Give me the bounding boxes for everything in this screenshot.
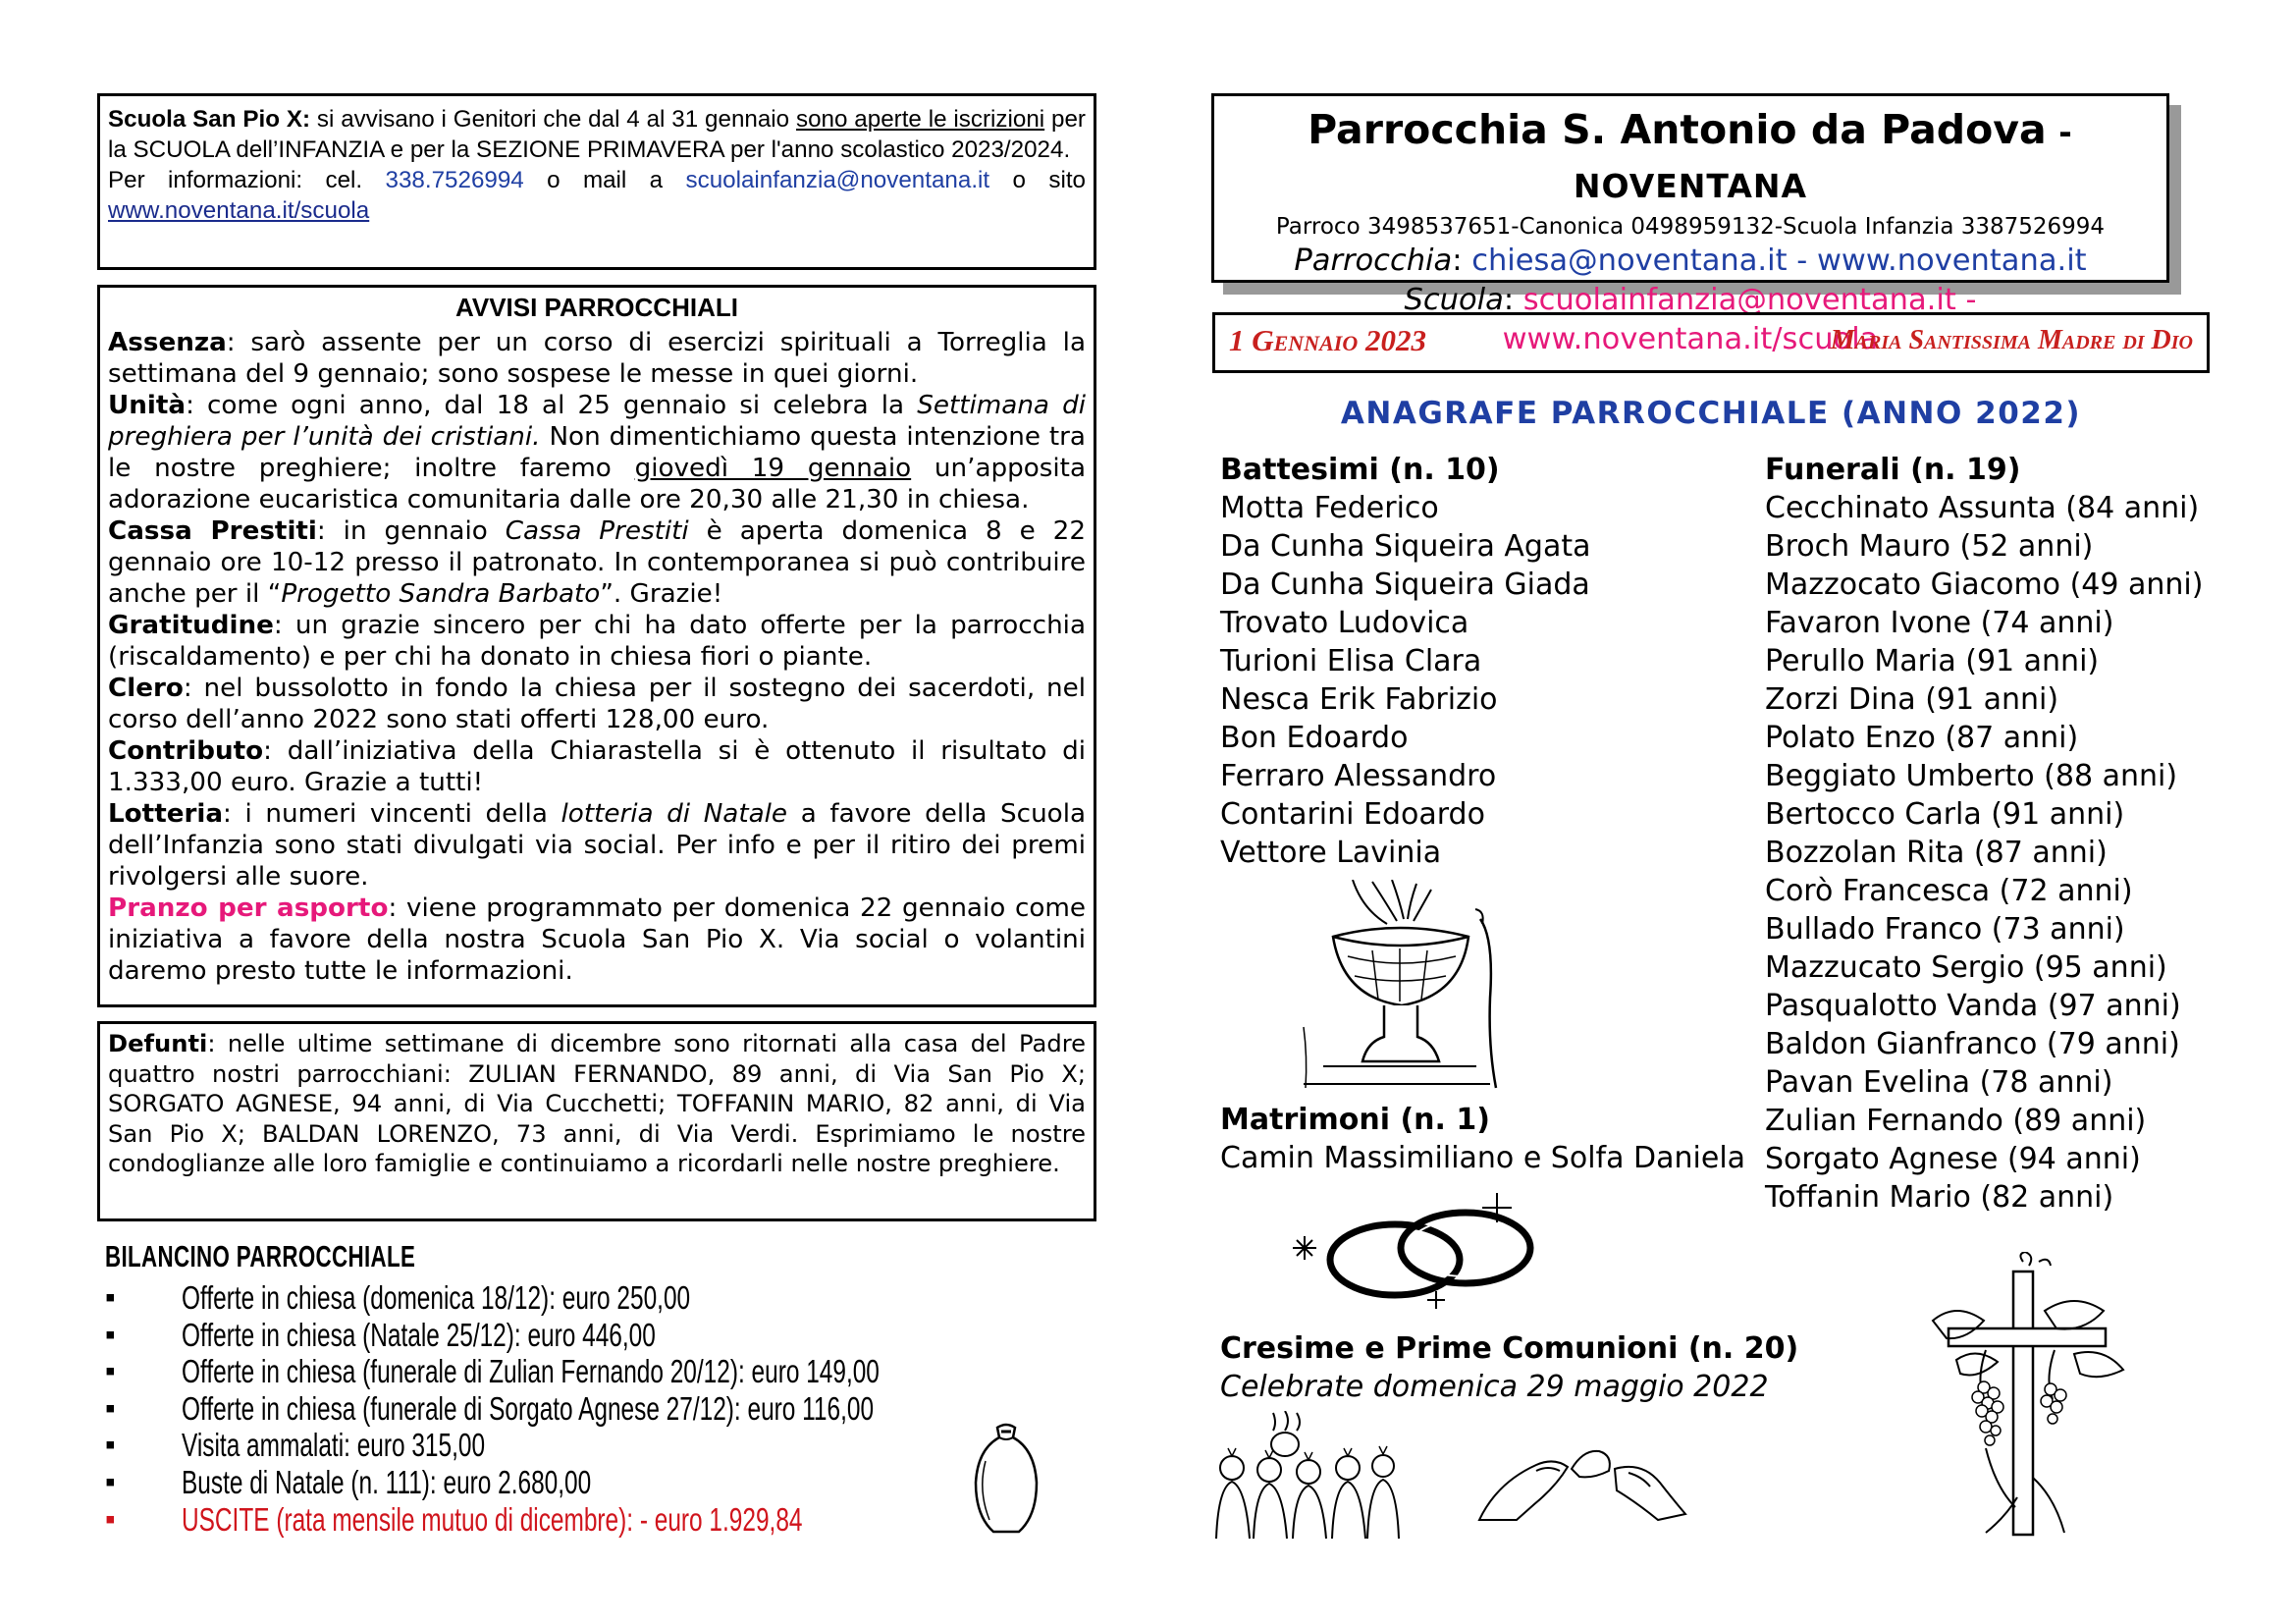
scuola-header-site-link[interactable]: www.noventana.it/scuola [1502,322,1879,356]
battesimo-item: Da Cunha Siqueira Giada [1220,568,1590,602]
avviso-contributo-text: : dall’iniziativa della Chiarastella si è ottenuto il risultato di 1.333,00 euro. Grazie a tutti! [108,736,1086,797]
scuola-header-sep: - [1955,283,1977,317]
avviso-lotteria [108,798,1086,893]
avviso-pranzo [108,893,1086,987]
scuola-text-5: o sito [989,167,1086,193]
masthead-parrocchia-line [1214,242,2166,281]
battesimi-heading: Battesimi (n. 10) [1220,453,1500,487]
defunti-body: : nelle ultime settimane di dicembre sono ritornati alla casa del Padre quattro nostri parrocchiani: ZULIAN FERNANDO, 89 anni, di Via San Pio X; SORGATO AGNESE, 94 anni, di Via Cucchetti; TOFFANIN MARIO, 82 anni, di Via San Pio X; BALDAN LORENZO, 73 anni, di Via Verdi. Esprimiamo le nostre condoglianze alle loro famiglie e continuiamo a ricordarli nelle nostre preghiere. [108,1030,1086,1177]
bilancino-row-text: Offerte in chiesa (funerale di Zulian Fernando 20/12): euro 149,00 [182,1353,880,1390]
wedding-rings-icon [1279,1183,1559,1311]
pentecost-figures-icon [1214,1411,1401,1539]
bilancino-bullet: ▪ [105,1502,116,1536]
bilancino-row-text: Offerte in chiesa (funerale di Sorgato Agnese 27/12): euro 116,00 [182,1389,875,1427]
bilancino-title: BILANCINO PARROCCHIALE [105,1239,416,1273]
avviso-clero-text: : nel bussolotto in fondo la chiesa per il sostegno dei sacerdoti, nel corso dell’anno 2022 sono stati offerti 128,00 euro. [108,674,1086,734]
avviso-unita-date: giovedì 19 gennaio [634,454,912,483]
bilancino-row-text: Visita ammalati: euro 315,00 [182,1427,486,1464]
avviso-unita [108,390,1086,515]
avviso-cassa [108,515,1086,610]
funerale-item: Pavan Evelina (78 anni) [1765,1065,2113,1100]
avviso-clero-heading: Clero [108,674,184,703]
scuola-notice-text [108,104,1086,226]
bilancino-row-text: USCITE (rata mensile mutuo di dicembre): - euro 1.929,84 [182,1500,803,1538]
cresime-section [1220,1329,1798,1406]
funerale-item: Bozzolan Rita (87 anni) [1765,836,2108,870]
defunti-text [108,1029,1086,1179]
battesimo-item: Ferraro Alessandro [1220,759,1497,793]
parrocchia-colon: : [1452,244,1472,278]
avvisi-body [108,327,1086,987]
matrimoni-list [1220,1139,1745,1177]
bilancino-row-text: Offerte in chiesa (Natale 25/12): euro 446,00 [182,1316,656,1353]
scuola-phone: 338.7526994 [385,167,524,193]
scuola-text-4: o mail a [523,167,686,193]
scuola-iscrizioni: sono aperte le iscrizioni [796,106,1045,133]
bilancino-bullet: ▪ [105,1429,116,1462]
masthead-contacts: Parroco 3498537651-Canonica 0498959132-Scuola Infanzia 3387526994 [1275,214,2106,240]
funerale-item: Bullado Franco (73 anni) [1765,912,2125,947]
avviso-gratitudine [108,610,1086,673]
cresime-text: Celebrate domenica 29 maggio 2022 [1220,1370,1769,1404]
funerale-item: Toffanin Mario (82 anni) [1765,1180,2114,1215]
funerale-item: Mazzocato Giacomo (49 anni) [1765,568,2204,602]
scuola-email-link[interactable]: scuolainfanzia@noventana.it [685,167,990,193]
funerale-item: Favaron Ivone (74 anni) [1765,606,2114,640]
avviso-lotteria-text-2: a favore della Scuola dell’Infanzia sono stati divulgati via social. Per info e per il ritiro dei premi rivolgersi alle suore. [108,799,1087,892]
scuola-text-3: Per informazioni: cel. [108,167,386,193]
masthead-title-line [1214,104,2166,212]
baptismal-font-icon [1294,880,1505,1091]
funerali-section [1765,451,2203,1217]
parrocchia-sep: - [1787,244,1817,278]
avviso-cassa-text-2: è aperta domenica 8 e 22 gennaio ore 10-12 presso il patronato. In contemporanea si può contribuire anche per il “ [108,516,1086,609]
funerale-item: Mazzucato Sergio (95 anni) [1765,950,2167,985]
funerali-heading: Funerali (n. 19) [1765,453,2021,487]
parrocchia-site-link[interactable]: www.noventana.it [1816,244,2087,278]
offering-vase-icon [968,1422,1044,1540]
funerale-item: Broch Mauro (52 anni) [1765,529,2094,564]
battesimo-item: Da Cunha Siqueira Agata [1220,529,1591,564]
battesimo-item: Contarini Edoardo [1220,797,1485,832]
funerale-item: Beggiato Umberto (88 anni) [1765,759,2178,793]
avviso-cassa-italic: Cassa Prestiti [505,516,689,546]
funerale-item: Zorzi Dina (91 anni) [1765,682,2059,717]
bilancino-bullet: ▪ [105,1466,116,1498]
cresime-heading: Cresime e Prime Comunioni (n. 20) [1220,1331,1799,1366]
feast-name: Maria Santissima Madre di Dio [1830,325,2193,355]
avviso-unita-text-3: un’apposita adorazione eucaristica comunitaria dalle ore 20,30 alle 21,30 in chiesa. [108,454,1086,514]
avviso-unita-text-1: : come ogni anno, dal 18 al 25 gennaio si celebra la [186,391,918,420]
avviso-unita-heading: Unità [108,391,187,420]
avviso-assenza-text: : sarò assente per un corso di esercizi spirituali a Torreglia la settimana del 9 gennaio; sono sospese le messe in quei giorni. [108,328,1086,389]
matrimoni-heading: Matrimoni (n. 1) [1220,1103,1490,1137]
parrocchia-email-link[interactable]: chiesa@noventana.it [1471,244,1788,278]
scuola-lead: Scuola San Pio X: [108,106,311,133]
matrimonio-item: Camin Massimiliano e Solfa Daniela [1220,1141,1746,1175]
funerale-item: Polato Enzo (87 anni) [1765,721,2079,755]
battesimo-item: Nesca Erik Fabrizio [1220,682,1498,717]
defunti-box [97,1021,1096,1221]
parish-name: Parrocchia S. Antonio da Padova [1308,106,2047,153]
anagrafe-title: ANAGRAFE PARROCCHIALE (ANNO 2022) [1340,396,2082,431]
bilancino-bullet: ▪ [105,1318,116,1351]
avviso-unita-italic: Settimana di preghiera per l’unità dei cristiani. [108,391,1086,452]
avviso-clero [108,673,1086,735]
funerale-item: Baldon Gianfranco (79 anni) [1765,1027,2180,1061]
bilancino-row-text: Offerte in chiesa (domenica 18/12): euro 250,00 [182,1279,691,1316]
funerale-item: Cecchinato Assunta (84 anni) [1765,491,2200,525]
avviso-gratitudine-heading: Gratitudine [108,611,274,640]
parrocchia-label: Parrocchia [1294,244,1453,278]
bilancino-bullet: ▪ [105,1355,116,1388]
avviso-assenza [108,327,1086,390]
funerale-item: Perullo Maria (91 anni) [1765,644,2100,678]
date-bar [1212,312,2210,373]
funerale-item: Zulian Fernando (89 anni) [1765,1104,2147,1138]
scuola-header-email-link[interactable]: scuolainfanzia@noventana.it [1522,283,1956,317]
avviso-lotteria-italic: lotteria di Natale [561,799,788,829]
defunti-heading: Defunti [108,1030,208,1057]
bilancino-bullet: ▪ [105,1391,116,1425]
funerali-list [1765,489,2203,1217]
bilancino-row-text: Buste di Natale (n. 111): euro 2.680,00 [182,1464,592,1500]
issue-date: 1 Gennaio 2023 [1229,323,1426,357]
avviso-pranzo-text: : viene programmato per domenica 22 gennaio come iniziativa a favore della nostra Scuola San Pio X. Via social o volantini daremo presto tutte le informazioni. [108,893,1086,986]
battesimi-list [1220,489,1591,872]
parish-place: NOVENTANA [1573,167,1808,205]
avviso-cassa-text-1: : in gennaio [316,516,506,546]
battesimo-item: Trovato Ludovica [1220,606,1469,640]
hands-bread-icon [1477,1443,1688,1522]
funerale-item: Sorgato Agnese (94 anni) [1765,1142,2141,1176]
masthead-dash: - [2046,113,2073,151]
vine-cross-icon [1927,1252,2128,1537]
avviso-assenza-heading: Assenza [108,328,227,357]
avviso-pranzo-heading: Pranzo per asporto [108,893,389,923]
matrimoni-section [1220,1101,1745,1177]
avviso-gratitudine-text: : un grazie sincero per chi ha dato offerte per la parrocchia (riscaldamento) e per chi ha donato in chiesa fiori o piante. [108,611,1086,672]
scuola-text-2: per la SCUOLA dell’INFANZIA e per la SEZIONE PRIMAVERA per l'anno scolastico 2023/2024. [108,106,1086,163]
avviso-cassa-heading: Cassa Prestiti [108,516,317,546]
scuola-notice-box [97,93,1096,270]
battesimo-item: Turioni Elisa Clara [1220,644,1482,678]
bilancino-bullet: ▪ [105,1281,116,1314]
avvisi-title: AVVISI PARROCCHIALI [455,293,738,322]
battesimi-section [1220,451,1591,872]
avviso-cassa-text-3: ”. Grazie! [600,579,723,609]
scuola-label: Scuola [1404,283,1504,317]
scuola-colon: : [1503,283,1523,317]
avvisi-box [97,285,1096,1007]
battesimo-item: Bon Edoardo [1220,721,1409,755]
avviso-contributo [108,735,1086,798]
funerale-item: Bertocco Carla (91 anni) [1765,797,2125,832]
avviso-lotteria-heading: Lotteria [108,799,224,829]
avviso-cassa-progetto: Progetto Sandra Barbato [281,579,601,609]
avviso-unita-text-2: Non dimentichiamo questa intenzione tra le nostre preghiere; inoltre faremo [108,422,1086,483]
funerale-item: Pasqualotto Vanda (97 anni) [1765,989,2181,1023]
avviso-lotteria-text-1: : i numeri vincenti della [223,799,561,829]
battesimo-item: Motta Federico [1220,491,1439,525]
scuola-site-link[interactable]: www.noventana.it/scuola [108,197,370,224]
avviso-contributo-heading: Contributo [108,736,264,766]
funerale-item: Corò Francesca (72 anni) [1765,874,2133,908]
scuola-text-1: si avvisano i Genitori che dal 4 al 31 gennaio [310,106,796,133]
battesimo-item: Vettore Lavinia [1220,836,1442,870]
